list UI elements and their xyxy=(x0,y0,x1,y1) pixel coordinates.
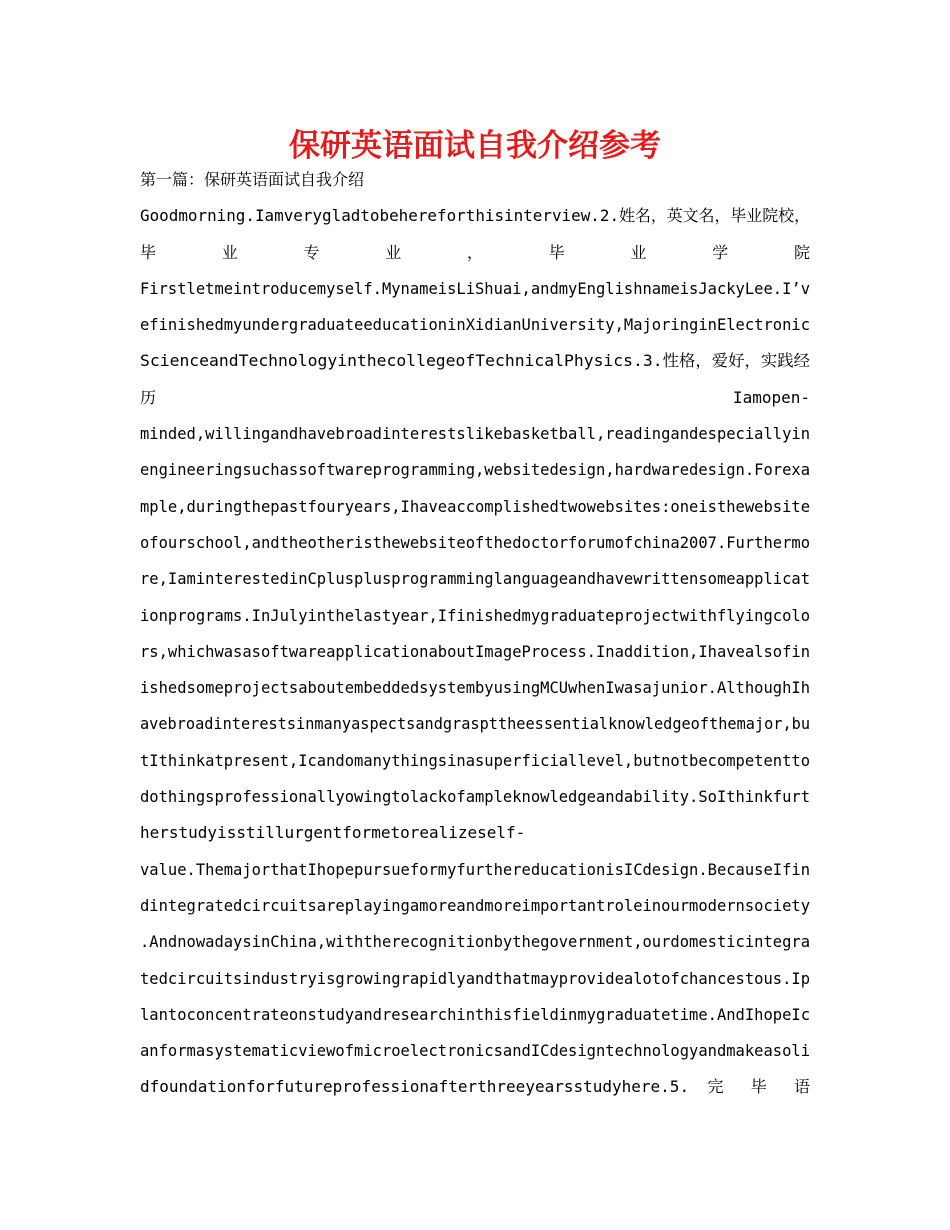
body-line-text: herstudyisstillurgentformetorealizeself- xyxy=(140,823,526,843)
body-line-text: ofourschool,andtheotheristhewebsiteofthedoctorforumofchina2007.Furthermo xyxy=(140,532,810,552)
body-line xyxy=(140,162,810,198)
body-line xyxy=(140,743,810,779)
body-line xyxy=(140,307,810,343)
body-line xyxy=(140,525,810,561)
body-line-text: rs,whichwasasoftwareapplicationaboutImageProcess.Inaddition,Ihavealsofin xyxy=(140,641,810,661)
body-line-text: lantoconcentrateonstudyandresearchinthisfieldinmygraduatetime.AndIhopeIc xyxy=(140,1004,810,1024)
body-line xyxy=(140,343,810,379)
body-line xyxy=(140,852,810,888)
body-line-text: dothingsprofessionallyowingtolackofampleknowledgeandability.SoIthinkfurt xyxy=(140,787,810,807)
body-line-text: Goodmorning.Iamverygladtobehereforthisinterview.2.姓名，英文名，毕业院校， xyxy=(140,206,810,226)
document-title: 保研英语面试自我介绍参考 xyxy=(289,128,661,164)
body-line-text: ionprograms.InJulyinthelastyear,Ifinishedmygraduateprojectwithflyingcolo xyxy=(140,605,810,625)
body-line xyxy=(140,489,810,525)
body-line-text: anformasystematicviewofmicroelectronicsandICdesigntechnologyandmakeasoli xyxy=(140,1041,810,1061)
body-line xyxy=(140,561,810,597)
document-body xyxy=(140,162,810,1106)
body-line xyxy=(140,634,810,670)
body-line-text: mple,duringthepastfouryears,Ihaveaccomplishedtwowebsites:oneisthewebsite xyxy=(140,496,810,516)
body-line xyxy=(140,997,810,1033)
body-line-text: re,IaminterestedinCplusplusprogramminglanguageandhavewrittensomeapplicat xyxy=(140,569,810,589)
body-line-text: tIthinkatpresent,Icandomanythingsinasuperficiallevel,butnotbecompetentto xyxy=(140,750,810,770)
body-line: 历 Iamopen- xyxy=(140,387,810,407)
body-line xyxy=(140,598,810,634)
body-line xyxy=(140,452,810,488)
body-line xyxy=(140,888,810,924)
body-line xyxy=(140,416,810,452)
body-line: 毕 业 专 业 ， 毕 业 学 院 xyxy=(140,242,810,262)
body-line xyxy=(140,924,810,960)
body-line xyxy=(140,198,810,234)
body-line-text: .AndnowadaysinChina,withtherecognitionbythegovernment,ourdomesticintegra xyxy=(140,932,810,952)
body-line: dfoundationforfutureprofessionafterthreeyearsstudyhere.5. 完 毕 语 xyxy=(140,1077,810,1097)
body-line xyxy=(140,961,810,997)
body-line-text: ishedsomeprojectsaboutembeddedsystembyusingMCUwhenIwasajunior.AlthoughIh xyxy=(140,678,810,698)
body-line xyxy=(140,706,810,742)
body-line-text: Firstletmeintroducemyself.MynameisLiShuai,andmyEnglishnameisJackyLee.I’v xyxy=(140,278,810,298)
body-line-text: dintegratedcircuitsareplayingamoreandmoreimportantroleinourmodernsociety xyxy=(140,895,810,915)
body-line-text: value.ThemajorthatIhopepursueformyfurthereducationisICdesign.BecauseIfin xyxy=(140,859,810,879)
body-line xyxy=(140,1033,810,1069)
body-line-text: 第一篇：保研英语面试自我介绍 xyxy=(140,170,365,189)
body-line-text: avebroadinterestsinmanyaspectsandgraspttheessentialknowledgeofthemajor,bu xyxy=(140,714,810,734)
body-line xyxy=(140,815,810,851)
body-line-text: ScienceandTechnologyinthecollegeofTechnicalPhysics.3.性格，爱好，实践经 xyxy=(140,351,810,371)
body-line-text: minded,willingandhavebroadinterestslikebasketball,readingandespeciallyin xyxy=(140,424,810,444)
body-line-text: tedcircuitsindustryisgrowingrapidlyandthatmayprovidealotofchancestous.Ip xyxy=(140,968,810,988)
body-line xyxy=(140,670,810,706)
body-line-text: engineeringsuchassoftwareprogramming,websitedesign,hardwaredesign.Forexa xyxy=(140,460,810,480)
body-line xyxy=(140,271,810,307)
body-line-text: efinishedmyundergraduateeducationinXidianUniversity,MajoringinElectronic xyxy=(140,315,810,335)
body-line xyxy=(140,779,810,815)
